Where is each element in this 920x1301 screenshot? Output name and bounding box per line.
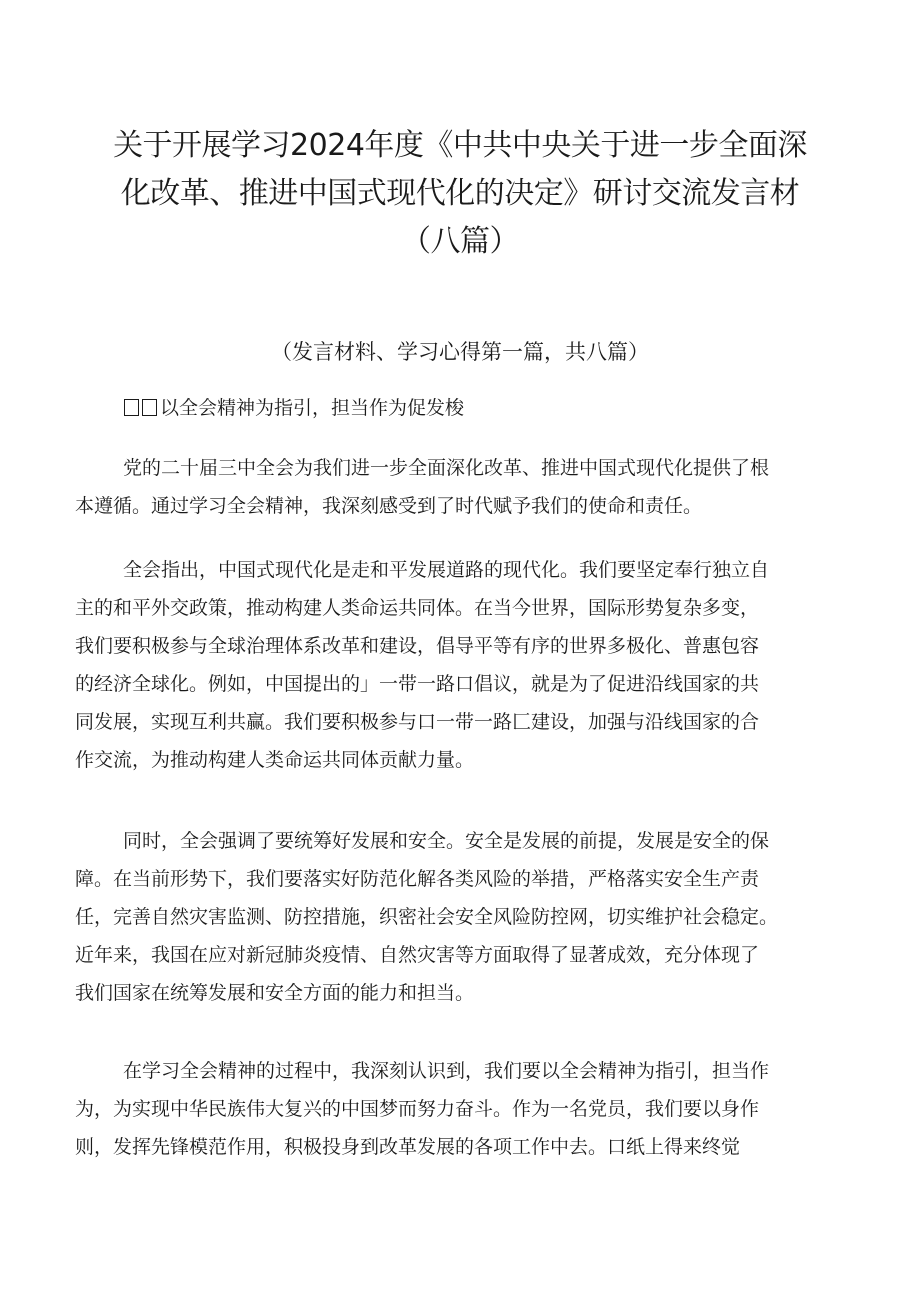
missing-glyph-box <box>142 399 157 416</box>
paragraph-line: 我们国家在统筹发展和安全方面的能力和担当。 <box>75 982 475 1004</box>
title-line: （八篇） <box>401 224 519 259</box>
paragraph-3 <box>75 822 865 1012</box>
paragraph-line: 作交流，为推动构建人类命运共同体贡献力量。 <box>75 749 475 771</box>
paragraph-line: 为，为实现中华民族伟大复兴的中国梦而努力奋斗。作为一名党员，我们要以身作 <box>75 1098 760 1120</box>
paragraph-line: 全会指出，中国式现代化是走和平发展道路的现代化。我们要坚定奉行独立自 <box>123 559 770 581</box>
paragraph-1 <box>75 449 865 525</box>
section-heading <box>124 393 464 423</box>
document-title <box>100 122 820 266</box>
section-heading-text: 以全会精神为指引，担当作为促发梭 <box>160 397 465 419</box>
paragraph-4 <box>75 1052 865 1166</box>
title-line: 化改革、推进中国式现代化的决定》研讨交流发言材 <box>120 176 800 211</box>
paragraph-line: 同发展，实现互利共赢。我们要积极参与口一带一路匚建设，加强与沿线国家的合 <box>75 711 760 733</box>
paragraph-line: 近年来，我国在应对新冠肺炎疫情、自然灾害等方面取得了显著成效，充分体现了 <box>75 944 760 966</box>
paragraph-line: 主的和平外交政策，推动构建人类命运共同体。在当今世界，国际形势复杂多变， <box>75 597 760 619</box>
paragraph-line: 本遵循。通过学习全会精神，我深刻感受到了时代赋予我们的使命和责任。 <box>75 495 703 517</box>
paragraph-line: 在学习全会精神的过程中，我深刻认识到，我们要以全会精神为指引，担当作 <box>123 1060 770 1082</box>
title-line: 关于开展学习2024年度《中共中央关于进一步全面深 <box>113 128 807 163</box>
paragraph-line: 则，发挥先锋模范作用，积极投身到改革发展的各项工作中去。口纸上得来终觉 <box>75 1136 741 1158</box>
paragraph-2 <box>75 551 865 779</box>
document-subtitle: （发言材料、学习心得第一篇，共八篇） <box>271 340 649 364</box>
paragraph-line: 同时，全会强调了要统筹好发展和安全。安全是发展的前提，发展是安全的保 <box>123 830 770 852</box>
paragraph-line: 任，完善自然灾害监测、防控措施，织密社会安全风险防控网，切实维护社会稳定。 <box>75 906 779 928</box>
missing-glyph-box <box>124 399 139 416</box>
paragraph-line: 障。在当前形势下，我们要落实好防范化解各类风险的举措，严格落实安全生产责 <box>75 868 760 890</box>
paragraph-line: 我们要积极参与全球治理体系改革和建设，倡导平等有序的世界多极化、普惠包容 <box>75 635 760 657</box>
paragraph-line: 党的二十届三中全会为我们进一步全面深化改革、推进中国式现代化提供了根 <box>123 457 770 479</box>
paragraph-line: 的经济全球化。例如，中国提出的」一带一路口倡议，就是为了促进沿线国家的共 <box>75 673 760 695</box>
